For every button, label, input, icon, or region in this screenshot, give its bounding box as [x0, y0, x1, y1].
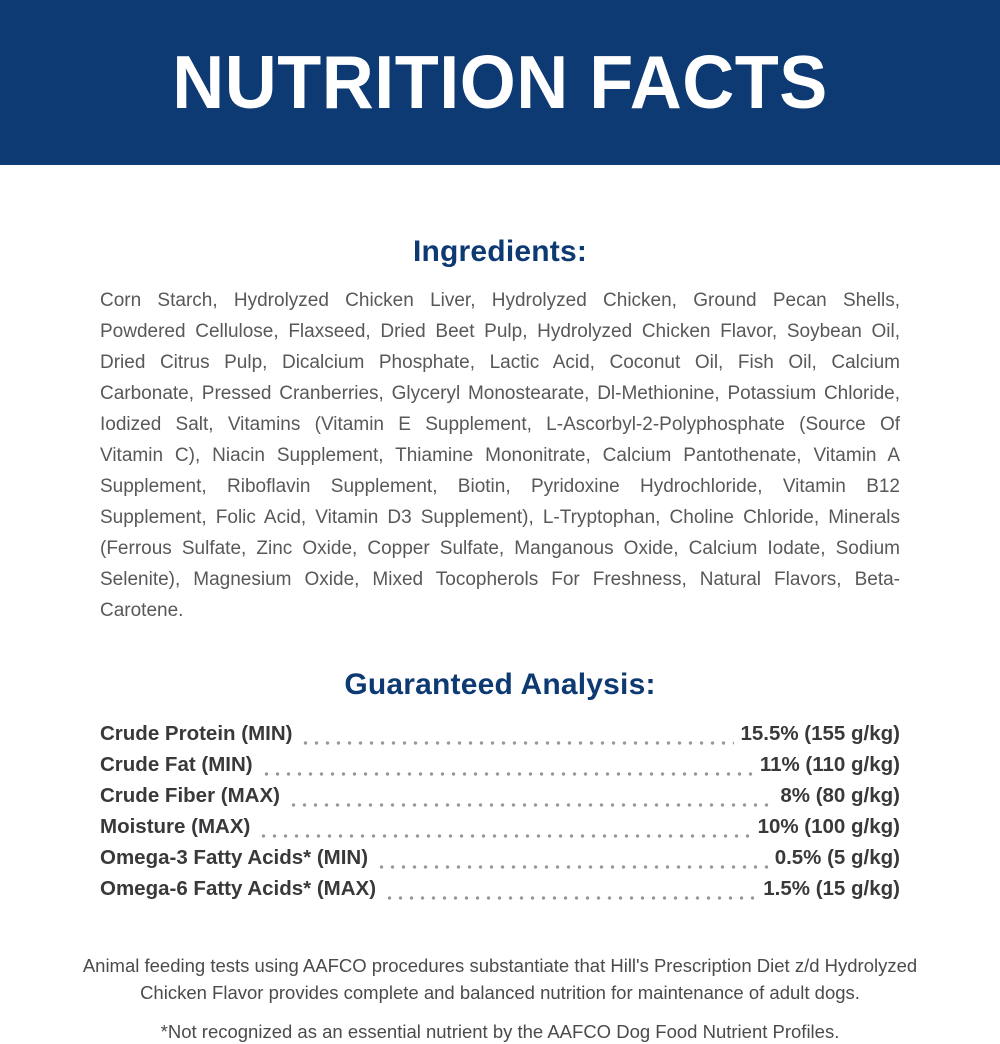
asterisk-note: *Not recognized as an essential nutrient by the AAFCO Dog Food Nutrient Profiles.	[160, 1021, 840, 1042]
dot-leader	[258, 833, 751, 839]
footer-notes	[60, 952, 940, 1044]
ingredients-text: Corn Starch, Hydrolyzed Chicken Liver, Hydrolyzed Chicken, Ground Pecan Shells, Powdered Cellulose, Flaxseed, Dried Beet Pulp, Hydrolyzed Chicken Flavor, Soybean Oil, Dried Citrus Pulp, Dicalcium Phosphate, Lactic Acid, Coconut Oil, Fish Oil, Calcium Carbonate, Pressed Cranberries, Glyceryl Monostearate, Dl-Methionine, Potassium Chloride, Iodized Salt, Vitamins (Vitamin E Supplement, L-Ascorbyl-2-Polyphosphate (Source Of Vitamin C), Niacin Supplement, Thiamine Mononitrate, Calcium Pantothenate, Vitamin A Supplement, Riboflavin Supplement, Biotin, Pyridoxine Hydrochloride, Vitamin B12 Supplement, Folic Acid, Vitamin D3 Supplement), L-Tryptophan, Choline Chloride, Minerals (Ferrous Sulfate, Zinc Oxide, Copper Sulfate, Manganous Oxide, Calcium Iodate, Sodium Selenite), Magnesium Oxide, Mixed Tocopherols For Freshness, Natural Flavors, Beta-Carotene.	[100, 290, 900, 621]
analysis-value: 8% (80 g/kg)	[780, 784, 900, 807]
dot-leader	[261, 771, 754, 777]
dot-leader	[288, 802, 774, 808]
analysis-row-crude-fiber	[100, 784, 900, 815]
analysis-value: 11% (110 g/kg)	[759, 753, 900, 776]
dot-leader	[384, 895, 757, 901]
dot-leader	[300, 740, 734, 746]
analysis-label: Crude Protein (MIN)	[100, 722, 293, 745]
analysis-row-omega-6	[100, 877, 900, 908]
guaranteed-analysis-heading: Guaranteed Analysis:	[344, 668, 656, 701]
analysis-value: 15.5% (155 g/kg)	[740, 722, 900, 745]
analysis-row-crude-protein	[100, 722, 900, 753]
analysis-label: Omega-3 Fatty Acids* (MIN)	[100, 846, 369, 869]
analysis-label: Omega-6 Fatty Acids* (MAX)	[100, 877, 377, 900]
aafco-feeding-statement: Animal feeding tests using AAFCO procedures substantiate that Hill's Prescription Diet z/d Hydrolyzed Chicken Flavor provides complete and balanced nutrition for maintenance of adult dogs.	[82, 955, 918, 1003]
label-content	[100, 165, 900, 908]
analysis-table	[100, 722, 900, 908]
analysis-value: 0.5% (5 g/kg)	[774, 846, 900, 869]
analysis-label: Crude Fiber (MAX)	[100, 784, 280, 807]
dot-leader	[376, 864, 769, 870]
analysis-row-moisture	[100, 815, 900, 846]
analysis-row-crude-fat	[100, 753, 900, 784]
analysis-label: Moisture (MAX)	[100, 815, 251, 838]
analysis-value: 1.5% (15 g/kg)	[763, 877, 900, 900]
analysis-label: Crude Fat (MIN)	[100, 753, 253, 776]
ingredients-section	[100, 165, 900, 626]
page-title: NUTRITION FACTS	[172, 40, 828, 125]
analysis-value: 10% (100 g/kg)	[757, 815, 900, 838]
ingredients-heading: Ingredients:	[412, 235, 588, 268]
header-banner	[0, 0, 1000, 165]
guaranteed-analysis-section	[100, 626, 900, 908]
analysis-row-omega-3	[100, 846, 900, 877]
